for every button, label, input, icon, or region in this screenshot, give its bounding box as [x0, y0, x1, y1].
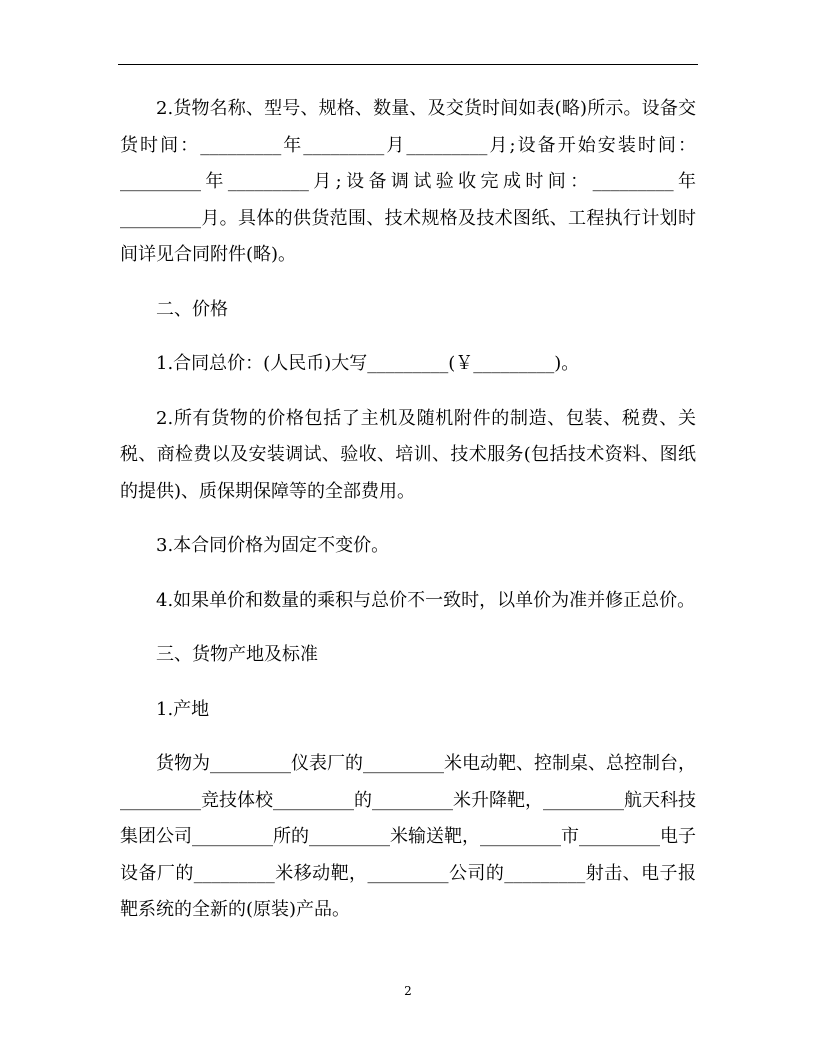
subheading-origin: 1.产地	[156, 698, 210, 720]
paragraph-total-price: 1.合同总价：(人民币)大写_________(￥_________)。	[156, 353, 580, 374]
section-heading-price: 二、价格	[156, 298, 228, 320]
paragraph-price-includes: 2.所有货物的价格包括了主机及随机附件的制造、包装、税费、关税、商检费以及安装调试、验收、培训、技术服务(包括技术资料、图纸的提供)、质保期保障等的全部费用。	[120, 407, 696, 502]
paragraph-delivery-time: 2.货物名称、型号、规格、数量、及交货时间如表(略)所示。设备交货时间：_________年_________月_________月;设备开始安装时间：_________年_________月;设备调试验收完成时间：_________年_________月。具体的供货范围、技术规格及技术图纸、工程执行计划时间详见合同附件(略)。	[120, 98, 696, 265]
paragraph-fixed-price: 3.本合同价格为固定不变价。	[156, 535, 390, 556]
paragraph-goods-origin: 货物为_________仪表厂的_________米电动靶、控制桌、总控制台，_________竞技体校_________的_________米升降靶，_________航天科技集团公司_________所的_________米输送靶，_________市_________电子设备厂的_________米移动靶，_________公司的_________射击、电子报靶系统的全新的(原装)产品。	[120, 753, 696, 920]
section-heading-origin-standards: 三、货物产地及标准	[156, 644, 318, 665]
paragraph-unit-price: 4.如果单价和数量的乘积与总价不一致时，以单价为准并修正总价。	[156, 589, 696, 611]
page-number: 2	[404, 984, 412, 998]
document-body	[120, 91, 696, 929]
header-rule	[118, 64, 698, 65]
